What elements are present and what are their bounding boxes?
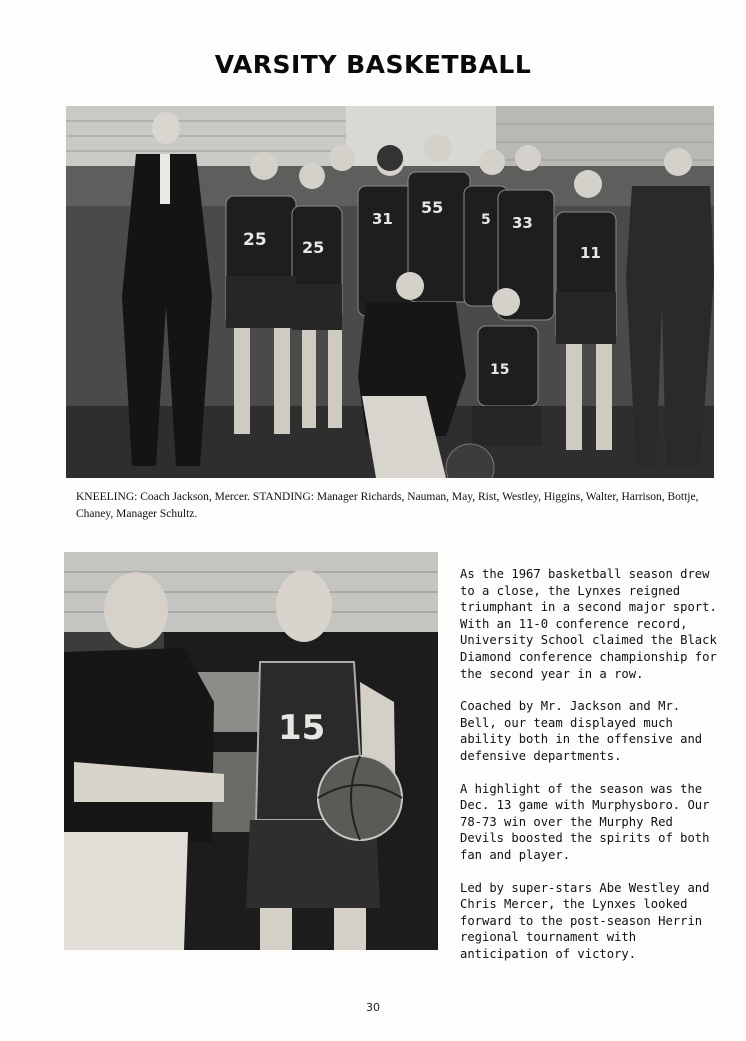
page-number: 30 [366, 1001, 380, 1014]
handshake-photo [64, 552, 438, 950]
handshake-photo-illustration [64, 552, 438, 950]
jersey-number: 25 [302, 238, 325, 257]
article [460, 566, 718, 978]
article-paragraph: Coached by Mr. Jackson and Mr. Bell, our team displayed much ability both in the offensive and defensive departments. [460, 699, 703, 763]
team-photo [66, 106, 714, 478]
page-title: VARSITY BASKETBALL [214, 50, 532, 79]
jersey-number: 31 [372, 210, 393, 228]
team-photo-illustration [66, 106, 714, 478]
article-paragraph: A highlight of the season was the Dec. 13 game with Murphysboro. Our 78-73 win over the Murphy Red Devils boosted the spirits of both fan and player. [460, 781, 710, 862]
jersey-number: 25 [243, 230, 267, 250]
jersey-number: 15 [490, 362, 510, 378]
jersey-number: 33 [512, 214, 533, 232]
jersey-number: 5 [481, 212, 491, 228]
jersey-number: 15 [278, 708, 326, 748]
team-photo-caption: KNEELING: Coach Jackson, Mercer. STANDING: Manager Richards, Nauman, May, Rist, Westley, Higgins, Walter, Harrison, Bottje, Chaney, Manager Schultz. [76, 491, 699, 520]
jersey-number: 55 [421, 198, 444, 217]
article-paragraph: As the 1967 basketball season drew to a close, the Lynxes reigned triumphant in a second major sport. With an 11-0 conference record, University School claimed the Black Diamond conference championship for the second year in a row. [460, 567, 717, 681]
jersey-number: 11 [580, 244, 601, 262]
article-paragraph: Led by super-stars Abe Westley and Chris Mercer, the Lynxes looked forward to the post-season Herrin regional tournament with anticipation of victory. [460, 880, 710, 961]
